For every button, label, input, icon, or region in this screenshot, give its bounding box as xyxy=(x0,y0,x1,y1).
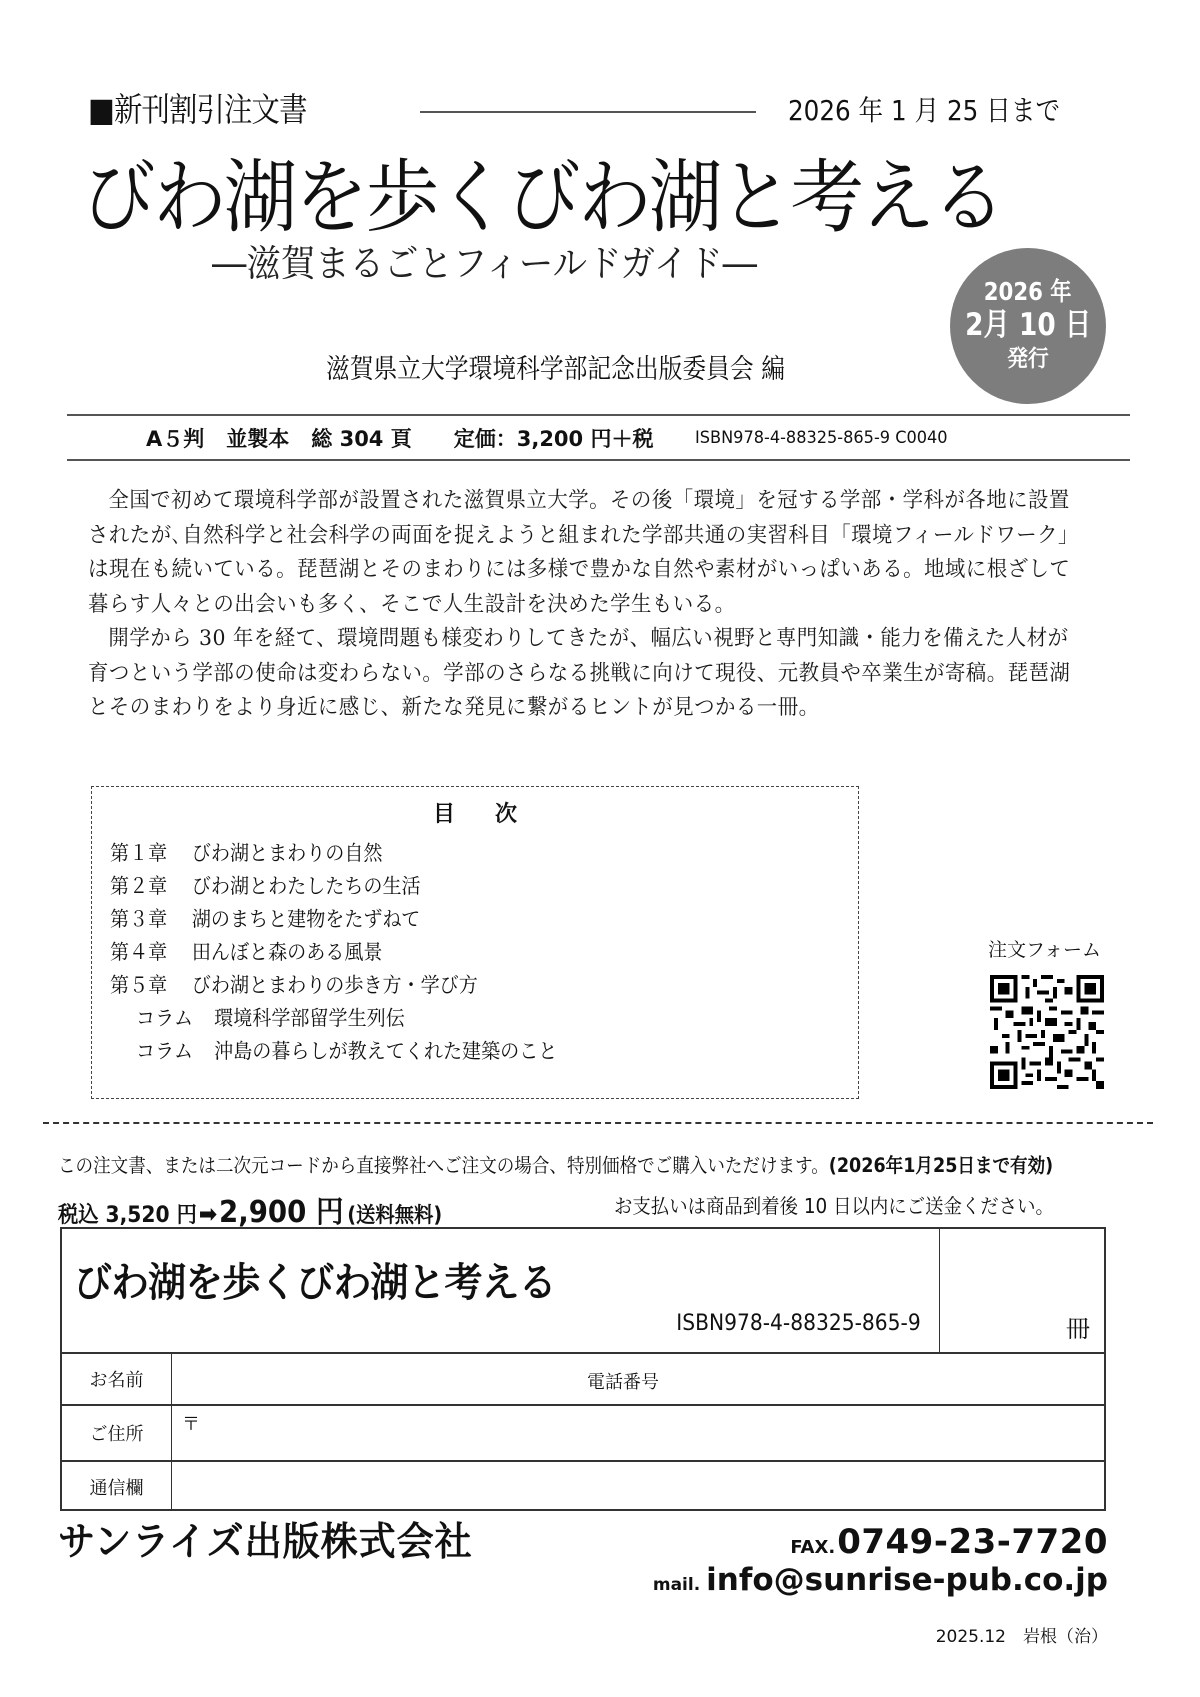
toc-chapter-title: びわ湖とわたしたちの生活 xyxy=(191,874,421,898)
phone-label: 電話番号 xyxy=(587,1372,659,1393)
address-field[interactable] xyxy=(172,1406,1104,1460)
postal-mark: 〒 xyxy=(182,1414,200,1435)
toc-chapter-number: 第４章 xyxy=(110,940,168,964)
quantity-field[interactable] xyxy=(940,1229,1104,1352)
fax-prefix: FAX. xyxy=(790,1537,836,1558)
book-subtitle: ―滋賀まるごとフィールドガイド― xyxy=(212,242,758,285)
toc-chapter-title: びわ湖とまわりの歩き方・学び方 xyxy=(191,973,478,997)
spec-format: A５判 xyxy=(146,427,205,451)
spec-price: 定価：3,200 円＋税 xyxy=(453,427,654,451)
order-book-isbn: ISBN978-4-88325-865-9 xyxy=(676,1311,921,1336)
email-link[interactable]: info@sunrise-pub.co.jp xyxy=(706,1562,1108,1598)
payment-note: お支払いは商品到着後 10 日以内にご送金ください。 xyxy=(614,1194,1054,1218)
toc-chapter-number: 第５章 xyxy=(110,973,168,997)
spec-binding: 並製本 xyxy=(226,427,290,451)
toc-column-label: コラム xyxy=(136,1039,194,1063)
book-specs xyxy=(146,422,983,454)
order-book-cell xyxy=(62,1229,940,1352)
toc-chapter-number: 第３章 xyxy=(110,907,168,931)
fax-contact xyxy=(790,1522,1108,1562)
badge-date: 2月 10 日 xyxy=(964,307,1092,343)
spec-pages: 総 304 頁 xyxy=(311,427,412,451)
toc-chapter-title: びわ湖とまわりの自然 xyxy=(191,841,383,865)
book-editor: 滋賀県立大学環境科学部記念出版委員会 編 xyxy=(326,354,786,385)
name-field[interactable] xyxy=(172,1354,1104,1404)
toc-title: 目次 xyxy=(432,802,557,827)
publication-date-badge xyxy=(950,248,1106,404)
toc-item xyxy=(110,936,557,969)
discount-deadline: 2026 年 1 月 25 日まで xyxy=(788,94,1061,127)
address-row xyxy=(62,1404,1104,1460)
spec-bottom-rule xyxy=(67,459,1130,461)
toc-column-title: 沖島の暮らしが教えてくれた建築のこと xyxy=(214,1039,558,1063)
badge-label: 発行 xyxy=(1007,346,1049,372)
order-form-label: ■新刊割引注文書 xyxy=(88,90,307,129)
header-divider xyxy=(420,111,756,113)
discount-price: 2,900 円 xyxy=(219,1195,344,1230)
qr-code-icon[interactable] xyxy=(990,975,1104,1089)
badge-year: 2026 年 xyxy=(984,277,1072,306)
mail-prefix: mail. xyxy=(652,1575,701,1595)
table-of-contents xyxy=(91,786,859,1099)
toc-item xyxy=(110,870,557,903)
toc-chapter-title: 湖のまちと建物をたずねて xyxy=(191,907,421,931)
publisher-name: サンライズ出版株式会社 xyxy=(58,1520,473,1565)
regular-price: 税込 3,520 円 xyxy=(58,1203,197,1228)
toc-column-title: 環境科学部留学生列伝 xyxy=(214,1006,405,1030)
order-notice xyxy=(58,1152,1053,1180)
order-validity: (2026年1月25日まで有効) xyxy=(828,1154,1054,1177)
toc-item xyxy=(110,969,557,1002)
print-code: 2025.12 岩根（治） xyxy=(935,1627,1108,1647)
toc-column-label: コラム xyxy=(136,1006,194,1030)
toc-chapter-title: 田んぼと森のある風景 xyxy=(191,940,383,964)
spec-top-rule xyxy=(67,414,1130,416)
spec-isbn: ISBN978-4-88325-865-9 C0040 xyxy=(695,428,949,448)
toc-list xyxy=(110,837,591,1068)
name-row xyxy=(62,1352,1104,1404)
arrow-right-icon: ➡ xyxy=(198,1200,218,1228)
toc-item xyxy=(110,837,557,870)
quantity-unit: 冊 xyxy=(1066,1315,1090,1343)
free-shipping-note: (送料無料) xyxy=(347,1203,443,1227)
cut-line xyxy=(43,1122,1153,1124)
message-field[interactable] xyxy=(172,1462,1104,1511)
order-form-table xyxy=(60,1227,1106,1511)
toc-column-item xyxy=(110,1035,557,1068)
order-notice-text: この注文書、または二次元コードから直接弊社へご注文の場合、特別価格でご購入いただけます。 xyxy=(58,1154,829,1177)
mail-contact xyxy=(653,1562,1108,1598)
toc-chapter-number: 第２章 xyxy=(110,874,168,898)
description-paragraph: 開学から 30 年を経て、環境問題も様変わりしてきたが、幅広い視野と専門知識・能力を備えた人材が育つという学部の使命は変わらない。学部のさらなる挑戦に向けて現役、元教員や卒業生が寄稿。琵琶湖とそのまわりをより身近に感じ、新たな発見に繋がるヒントが見つかる一冊。 xyxy=(88,626,1071,720)
toc-column-item xyxy=(110,1002,557,1035)
special-price xyxy=(58,1187,442,1231)
toc-chapter-number: 第１章 xyxy=(110,841,168,865)
message-label: 通信欄 xyxy=(62,1462,172,1511)
description-paragraph: 全国で初めて環境科学部が設置された滋賀県立大学。その後「環境」を冠する学部・学科が各地に設置されたが､自然科学と社会科学の両面を捉えようと組まれた学部共通の実習科目「環境フィールドワーク」は現在も続いている。琵琶湖とそのまわりには多様で豊かな自然や素材がいっぱいある。地域に根ざして暮らす人々との出会いも多く、そこで人生設計を決めた学生もいる。 xyxy=(88,488,1071,617)
book-description xyxy=(88,484,1076,726)
book-title: びわ湖を歩くびわ湖と考える xyxy=(82,151,1003,244)
message-row xyxy=(62,1460,1104,1511)
qr-code-label: 注文フォーム xyxy=(988,939,1102,961)
toc-item xyxy=(110,903,557,936)
fax-number[interactable]: 0749-23-7720 xyxy=(837,1522,1108,1562)
name-label: お名前 xyxy=(62,1354,172,1404)
address-label: ご住所 xyxy=(62,1406,172,1460)
order-book-title: びわ湖を歩くびわ湖と考える xyxy=(74,1260,556,1306)
